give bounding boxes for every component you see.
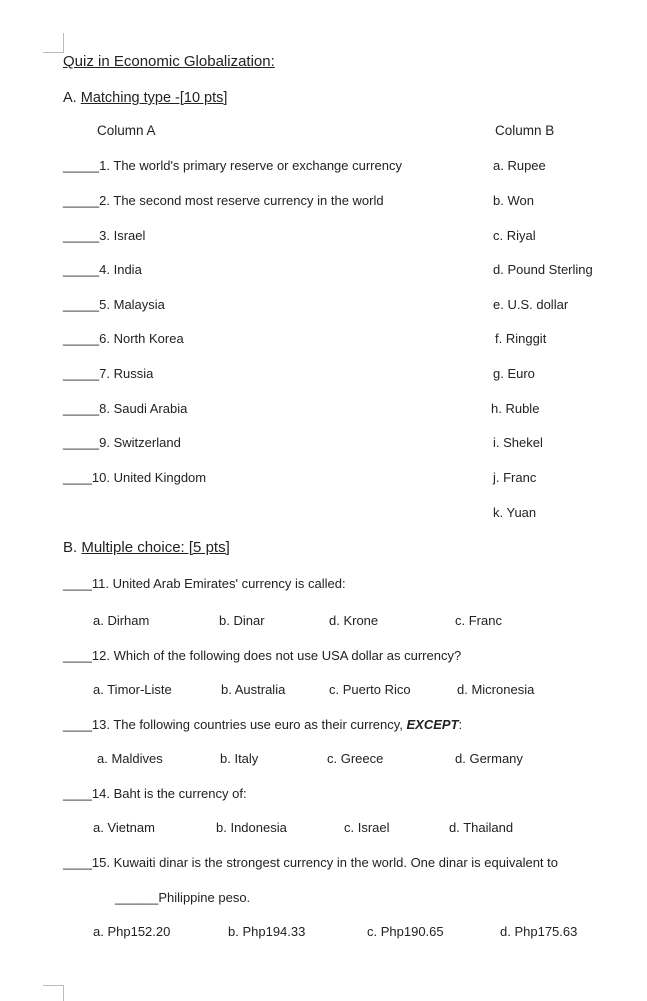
answer-option[interactable]: a. Maldives	[97, 751, 163, 766]
quiz-title: Quiz in Economic Globalization:	[63, 53, 275, 70]
section-a-prefix: A.	[63, 90, 81, 106]
answer-option[interactable]: a. Php152.20	[93, 924, 171, 939]
section-a-heading	[63, 90, 227, 106]
matching-item	[63, 435, 181, 451]
answer-option[interactable]: c. Greece	[327, 751, 384, 766]
column-b-header: Column B	[495, 123, 555, 138]
column-b-choice: c. Riyal	[493, 228, 536, 243]
question-text: 15. Kuwaiti dinar is the strongest currency in the world. One dinar is equivalent to	[91, 855, 558, 870]
answer-option[interactable]: b. Italy	[220, 751, 259, 766]
answer-blank[interactable]: _____	[63, 228, 100, 243]
matching-item	[63, 158, 402, 174]
matching-item	[63, 193, 384, 209]
item-text: 8. Saudi Arabia	[99, 401, 188, 416]
question-text: 13. The following countries use euro as their currency,	[91, 717, 407, 732]
section-b-label: Multiple choice: [5 pts]	[81, 539, 230, 556]
page-corner-mark-bottom	[43, 985, 64, 1001]
question-text: 11. United Arab Emirates' currency is called:	[91, 576, 346, 591]
matching-item	[63, 297, 165, 313]
column-b-choice: k. Yuan	[493, 505, 537, 520]
item-text: 9. Switzerland	[99, 435, 181, 450]
column-b-choice: e. U.S. dollar	[493, 297, 569, 312]
section-b-heading	[63, 540, 230, 556]
item-text: 3. Israel	[99, 228, 146, 243]
section-b-prefix: B.	[63, 539, 82, 556]
item-text: 4. India	[99, 262, 142, 277]
answer-blank[interactable]: ____	[63, 648, 92, 663]
item-text: 10. United Kingdom	[91, 470, 207, 485]
item-text: 6. North Korea	[99, 331, 184, 346]
column-b-choice: i. Shekel	[493, 435, 543, 450]
answer-blank[interactable]: _____	[63, 297, 100, 312]
answer-option[interactable]: b. Php194.33	[228, 924, 306, 939]
answer-blank[interactable]: _____	[63, 158, 100, 173]
item-text: 5. Malaysia	[99, 297, 165, 312]
answer-blank[interactable]: _____	[63, 401, 100, 416]
answer-option[interactable]: c. Franc	[455, 613, 502, 628]
answer-blank[interactable]: _____	[63, 193, 100, 208]
question	[63, 786, 247, 802]
question	[63, 576, 346, 592]
question	[63, 648, 461, 664]
matching-item	[63, 331, 184, 347]
matching-item	[63, 228, 145, 244]
answer-option[interactable]: d. Micronesia	[457, 682, 535, 697]
column-b-choice: b. Won	[493, 193, 534, 208]
matching-item	[63, 366, 153, 382]
section-a-label: Matching type -[10 pts]	[80, 90, 228, 106]
question	[63, 855, 558, 871]
question-text: 12. Which of the following does not use USA dollar as currency?	[91, 648, 462, 663]
answer-blank[interactable]: ____	[63, 855, 92, 870]
answer-option[interactable]: a. Dirham	[93, 613, 150, 628]
column-b-choice: h. Ruble	[491, 401, 540, 416]
column-b-choice: f. Ringgit	[495, 331, 547, 346]
answer-option[interactable]: c. Israel	[344, 820, 390, 835]
matching-item	[63, 401, 187, 417]
answer-option[interactable]: a. Vietnam	[93, 820, 155, 835]
question-text: 14. Baht is the currency of:	[91, 786, 247, 801]
answer-option[interactable]: d. Germany	[455, 751, 523, 766]
answer-blank[interactable]: ____	[63, 786, 92, 801]
answer-blank[interactable]: _____	[63, 435, 100, 450]
column-b-choice: g. Euro	[493, 366, 535, 381]
column-a-header: Column A	[97, 123, 156, 138]
item-text: 2. The second most reserve currency in the world	[99, 193, 384, 208]
matching-item	[63, 470, 206, 486]
question-continuation: ______Philippine peso.	[115, 890, 251, 905]
answer-option[interactable]: c. Php190.65	[367, 924, 444, 939]
column-b-choice: j. Franc	[493, 470, 537, 485]
answer-blank[interactable]: _____	[63, 366, 100, 381]
column-b-choice: a. Rupee	[493, 158, 546, 173]
question-suffix: :	[458, 717, 463, 732]
item-text: 7. Russia	[99, 366, 154, 381]
question	[63, 717, 462, 733]
answer-option[interactable]: c. Puerto Rico	[329, 682, 411, 697]
answer-blank[interactable]: _____	[63, 262, 100, 277]
answer-blank[interactable]: ____	[63, 717, 92, 732]
answer-blank[interactable]: ____	[63, 576, 92, 591]
answer-blank[interactable]: _____	[63, 331, 100, 346]
answer-option[interactable]: b. Australia	[221, 682, 286, 697]
item-text: 1. The world's primary reserve or exchange currency	[99, 158, 402, 173]
answer-option[interactable]: b. Dinar	[219, 613, 265, 628]
answer-option[interactable]: b. Indonesia	[216, 820, 287, 835]
answer-option[interactable]: d. Php175.63	[500, 924, 578, 939]
answer-option[interactable]: a. Timor-Liste	[93, 682, 172, 697]
matching-item	[63, 262, 142, 278]
answer-option[interactable]: d. Krone	[329, 613, 379, 628]
column-b-choice: d. Pound Sterling	[493, 262, 593, 277]
page-corner-mark-top	[43, 33, 64, 53]
question-emphasis: EXCEPT	[406, 717, 459, 732]
answer-blank[interactable]: ____	[63, 470, 92, 485]
answer-option[interactable]: d. Thailand	[449, 820, 514, 835]
